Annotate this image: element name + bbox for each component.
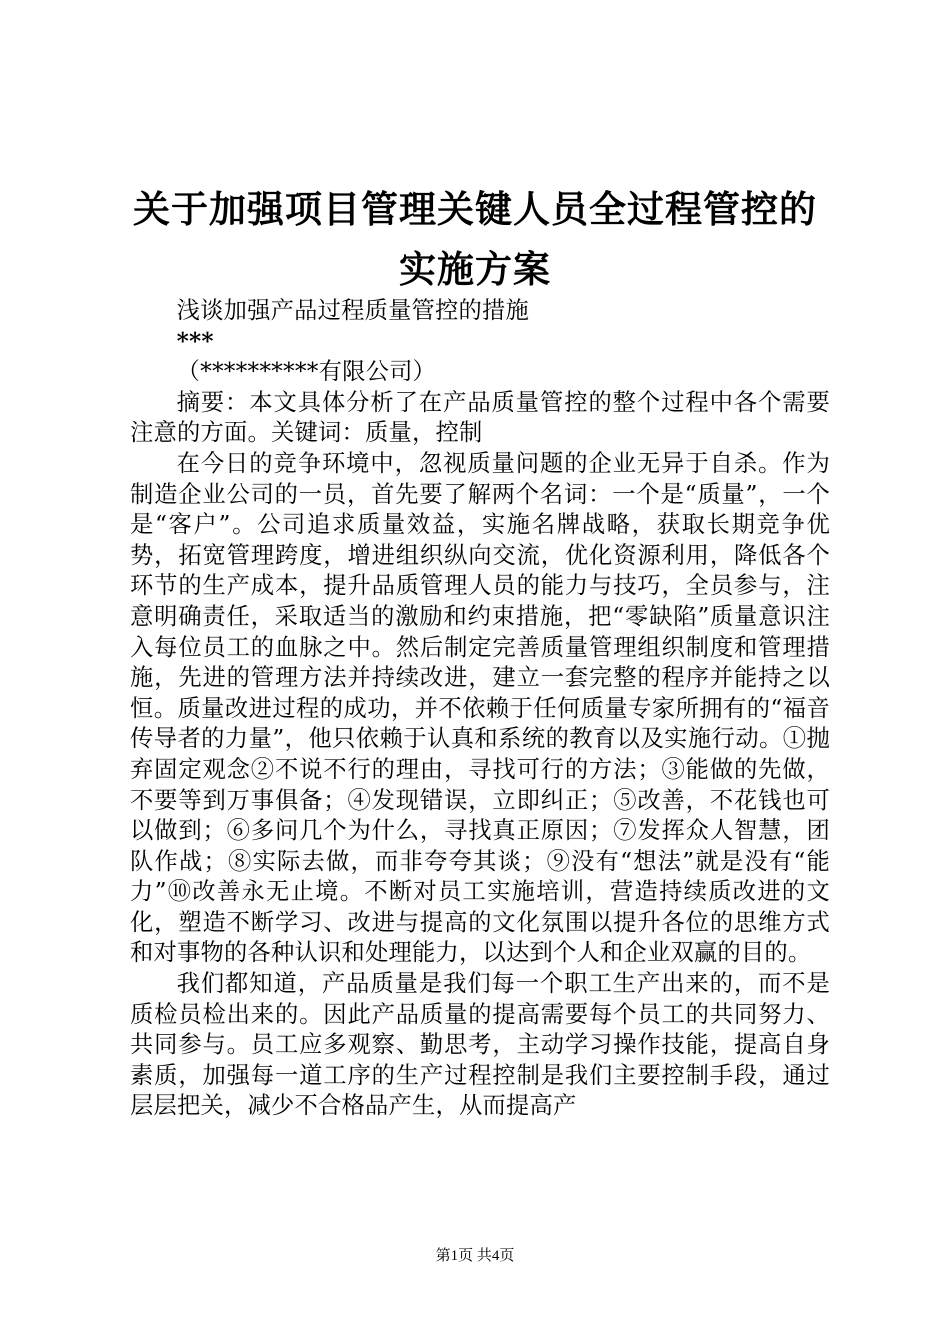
author: *** bbox=[176, 327, 214, 355]
paragraph: 我们都知道，产品质量是我们每一个职工生产出来的，而不是质检员检出来的。因此产品质量的提高需要每个员工的共同努力、共同参与。员工应多观察、勤思考，主动学习操作技能，提高自身素质，加强每一道工序的生产过程控制是我们主要控制手段，通过层层把关，减少不合格品产生，从而提高产 bbox=[130, 970, 830, 1120]
page-footer: 第1页 共4页 bbox=[435, 1248, 515, 1264]
document-title: 关于加强项目管理关键人员全过程管控的实施方案 bbox=[133, 188, 817, 291]
paragraph: 在今日的竞争环境中，忽视质量问题的企业无异于自杀。作为制造企业公司的一员，首先要了解两个名词：一个是“质量”，一个是“客户”。公司追求质量效益，实施名牌战略，获取长期竞争优势，拓宽管理跨度，增进组织纵向交流，优化资源利用，降低各个环节的生产成本，提升品质管理人员的能力与技巧，全员参与，注意明确责任，采取适当的激励和约束措施，把“零缺陷”质量意识注入每位员工的血脉之中。然后制定完善质量管理组织制度和管理措施，先进的管理方法并持续改进，建立一套完整的程序并能持之以恒。质量改进过程的成功，并不依赖于任何质量专家所拥有的“福音传导者的力量”，他只依赖于认真和系统的教育以及实施行动。①抛弃固定观念②不说不行的理由，寻找可行的方法；③能做的先做，不要等到万事俱备；④发现错误，立即纠正；⑤改善，不花钱也可以做到；⑥多问几个为什么，寻找真正原因；⑦发挥众人智慧，团队作战；⑧实际去做，而非夸夸其谈；⑨没有“想法”就是没有“能力”⑩改善永无止境。不断对员工实施培训，营造持续质改进的文化，塑造不断学习、改进与提高的文化氛围以提升各位的思维方式和对事物的各种认识和处理能力，以达到个人和企业双赢的目的。 bbox=[130, 449, 830, 967]
document-body bbox=[130, 296, 830, 1122]
company: （**********有限公司） bbox=[176, 358, 437, 386]
subtitle: 浅谈加强产品过程质量管控的措施 bbox=[176, 297, 530, 324]
abstract: 摘要：本文具体分析了在产品质量管控的整个过程中各个需要注意的方面。关键词：质量，控制 bbox=[130, 388, 830, 447]
